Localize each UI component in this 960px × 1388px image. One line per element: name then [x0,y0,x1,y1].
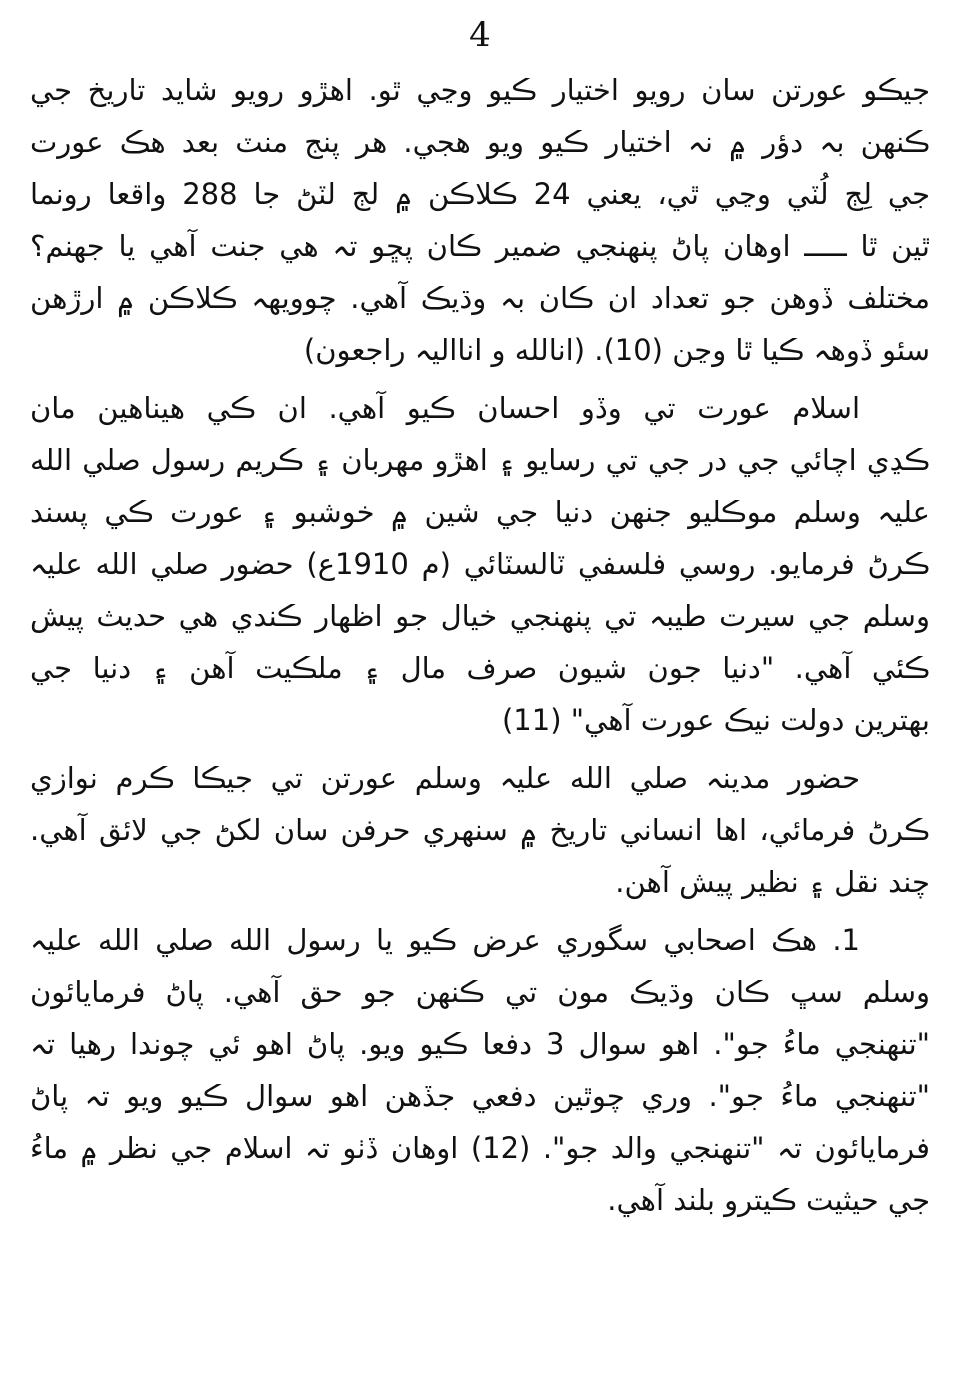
text-line: حضور مدينہ صلي الله عليہ وسلم عورتن تي جيڪا ڪرم نوازي [30,761,860,795]
text-line: 1. هڪ اصحابي سگوري عرض ڪيو يا رسول الله صلي الله عليہ [30,923,860,957]
paragraph-2 [30,382,930,746]
text-line: ڪرڻ فرمائي، اها انساني تاريخ ۾ سنهري حرفن سان لکڻ جي لائق آهي. [30,813,930,847]
text-line: فرمايائون تہ "تنهنجي والد جو". (12) اوهان ڏٺو تہ اسلام جي نظر ۾ ماءُ [30,1131,930,1165]
paragraph-4 [30,914,930,1226]
page-number: 4 [469,15,491,55]
text-line: جي حيثيت ڪيترو بلند آهي. [607,1183,930,1217]
text-line: جيڪو عورتن سان رويو اختيار ڪيو وڃي ٿو. اهڙو رويو شايد تاريخ جي [30,73,930,107]
text-line: چند نقل ۽ نظير پيش آهن. [615,865,930,899]
text-line: ٿين ٿا ـــــ اوهان پاڻ پنهنجي ضمير ڪان پڇو تہ هي جنت آهي يا جهنم؟ [30,229,930,263]
text-line: سئو ڏوهہ ڪيا ٿا وڃن (10). (انالله و انااليہ راجعون) [303,333,930,367]
text-line: اسلام عورت تي وڏو احسان ڪيو آهي. ان ڪي هيناهين مان [30,391,860,425]
paragraph-1 [30,64,930,376]
text-line: ڪرڻ فرمايو. روسي فلسفي ٽالسٽائي (م 1910ع) حضور صلي الله عليہ [30,547,930,581]
text-line: "تنهنجي ماءُ جو". وري چوٿين دفعي جڏهن اهو سوال ڪيو ويو تہ پاڻ [30,1079,930,1113]
text-line: عليہ وسلم موڪليو جنهن دنيا جي شين ۾ خوشبو ۽ عورت ڪي پسند [30,495,930,529]
paragraph-3 [30,752,930,908]
text-line: مختلف ڏوهن جو تعداد ان ڪان بہ وڌيڪ آهي. چوويهہ ڪلاڪن ۾ ارڙهن [30,281,930,315]
document-body [30,64,930,1226]
text-line: ڪئي آهي. "دنيا جون شيون صرف مال ۽ ملڪيت آهن ۽ دنيا جي [30,651,930,685]
text-line: وسلم جي سيرت طيبہ تي پنهنجي خيال جو اظهار ڪندي هي حديث پيش [30,599,930,633]
text-line: ڪڍي اچائي جي در جي تي رسايو ۽ اهڙو مهربان ۽ ڪريم رسول صلي الله [30,443,930,477]
text-line: جي لِڄ لُٽي وڃي ٿي، يعني 24 ڪلاڪن ۾ لڄ لٽڻ جا 288 واقعا رونما [30,177,930,211]
text-line: ڪنهن بہ دؤر ۾ نہ اختيار ڪيو ويو هجي. هر پنج منٽ بعد هڪ عورت [30,125,930,159]
text-line: "تنهنجي ماءُ جو". اهو سوال 3 دفعا ڪيو ويو. پاڻ اهو ئي چوندا رهيا تہ [30,1027,930,1061]
text-line: وسلم سڀ ڪان وڌيڪ مون تي ڪنهن جو حق آهي. پاڻ فرمايائون [30,975,930,1009]
text-line: بهترين دولت نيڪ عورت آهي" (11) [501,703,930,737]
